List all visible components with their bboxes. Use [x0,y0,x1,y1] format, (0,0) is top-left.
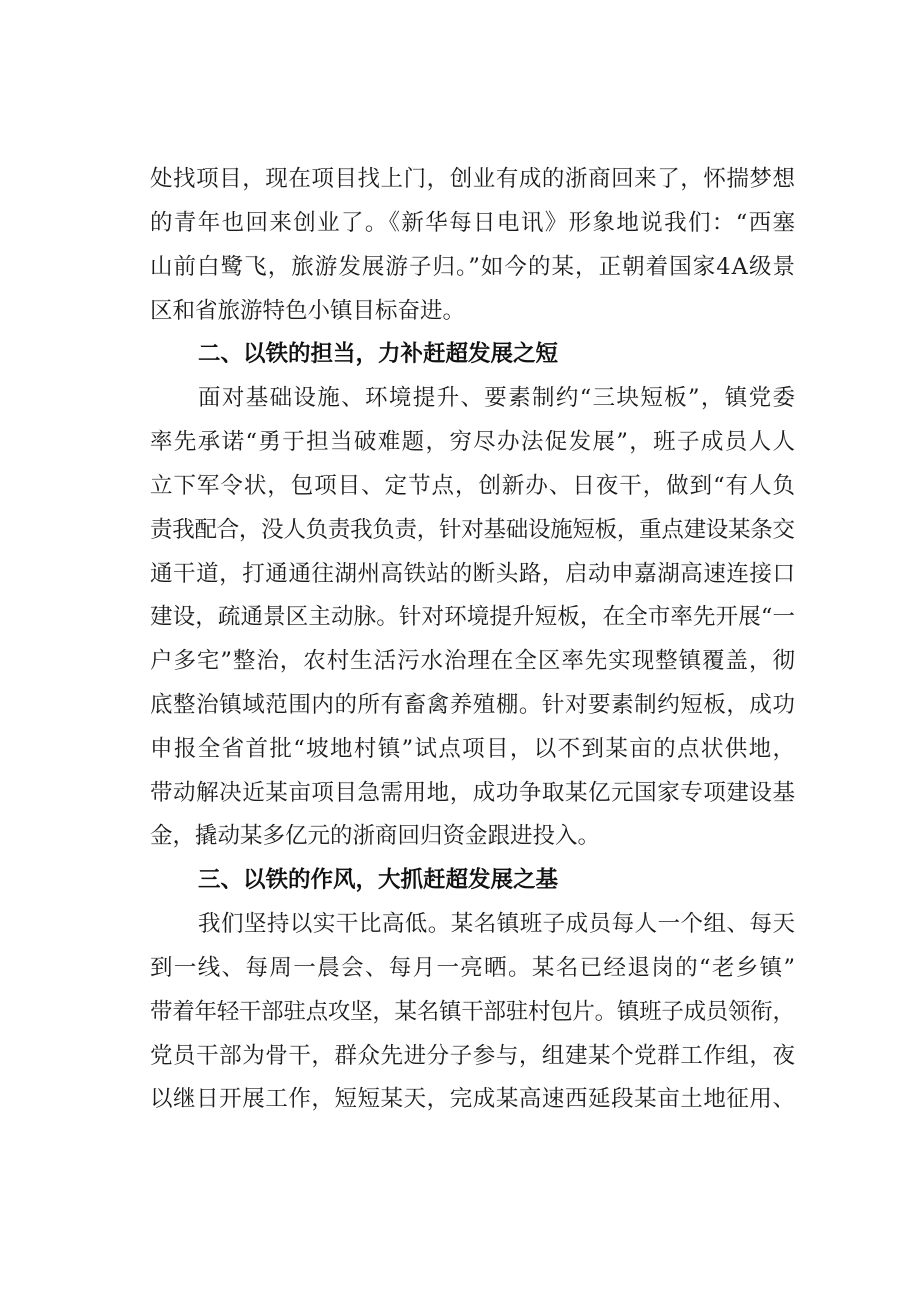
text-line-content: 金，撬动某多亿元的浙商回归资金跟进投入。 [150,823,601,849]
text-line-content: 到一线、每周一晨会、每月一亮晒。某名已经退岗的“老乡镇” [150,955,797,981]
text-line-content: 区和省旅游特色小镇目标奋进。 [150,298,466,324]
text-line [0,903,920,946]
text-line-content: 建设，疏通景区主动脉。针对环境提升短板，在全市率先开展“一 [150,604,796,630]
text-line-content: 的青年也回来创业了。《新华每日电讯》形象地说我们：“西塞 [150,210,797,236]
section-heading-text: 二、以铁的担当，力补赶超发展之短 [198,341,559,367]
text-line [0,553,920,596]
text-line [0,640,920,683]
text-line-content: 责我配合，没人负责我负责，针对基础设施短板，重点建设某条交 [150,517,795,543]
text-line-content: 率先承诺“勇于担当破难题，穷尽办法促发展”，班子成员人人 [150,429,797,455]
text-line [0,684,920,727]
text-line [0,421,920,464]
text-line-content: 山前白鹭飞，旅游发展游子归。”如今的某，正朝着国家4A级景 [150,254,797,280]
text-line-content: 户多宅”整治，农村生活污水治理在全区率先实现整镇覆盖，彻 [150,648,796,674]
section-heading [0,333,920,376]
section-heading-text: 三、以铁的作风，大抓赶超发展之基 [198,867,559,893]
text-line [0,596,920,639]
text-line [0,158,920,201]
text-line-content: 带着年轻干部驻点攻坚，某名镇干部驻村包片。镇班子成员领衔， [150,999,795,1025]
text-line [0,815,920,858]
text-line-content: 底整治镇域范围内的所有畜禽养殖棚。针对要素制约短板，成功 [150,692,796,718]
text-line [0,246,920,289]
text-line [0,377,920,420]
text-line [0,1078,920,1121]
text-line [0,1035,920,1078]
text-line-content: 带动解决近某亩项目急需用地，成功争取某亿元国家专项建设基 [150,780,796,806]
text-line-content: 党员干部为骨干，群众先进分子参与，组建某个党群工作组，夜 [150,1043,796,1069]
text-line [0,465,920,508]
text-line-content: 面对基础设施、环境提升、要素制约“三块短板”，镇党委 [198,385,797,411]
text-line-content: 处找项目，现在项目找上门，创业有成的浙商回来了，怀揣梦想 [150,166,796,192]
text-line [0,509,920,552]
text-line [0,991,920,1034]
section-heading [0,859,920,902]
text-line-content: 立下军令状，包项目、定节点，创新办、日夜干，做到“有人负 [150,473,796,499]
text-line-content: 申报全省首批“坡地村镇”试点项目，以不到某亩的点状供地， [150,736,797,762]
text-line-content: 我们坚持以实干比高低。某名镇班子成员每人一个组、每天 [198,911,796,937]
text-line [0,728,920,771]
text-line [0,290,920,333]
text-line-content: 通干道，打通通往湖州高铁站的断头路，启动申嘉湖高速连接口 [150,561,796,587]
text-line [0,772,920,815]
text-line [0,947,920,990]
text-line [0,202,920,245]
text-line-content: 以继日开展工作，短短某天，完成某高速西延段某亩土地征用、 [150,1086,796,1112]
